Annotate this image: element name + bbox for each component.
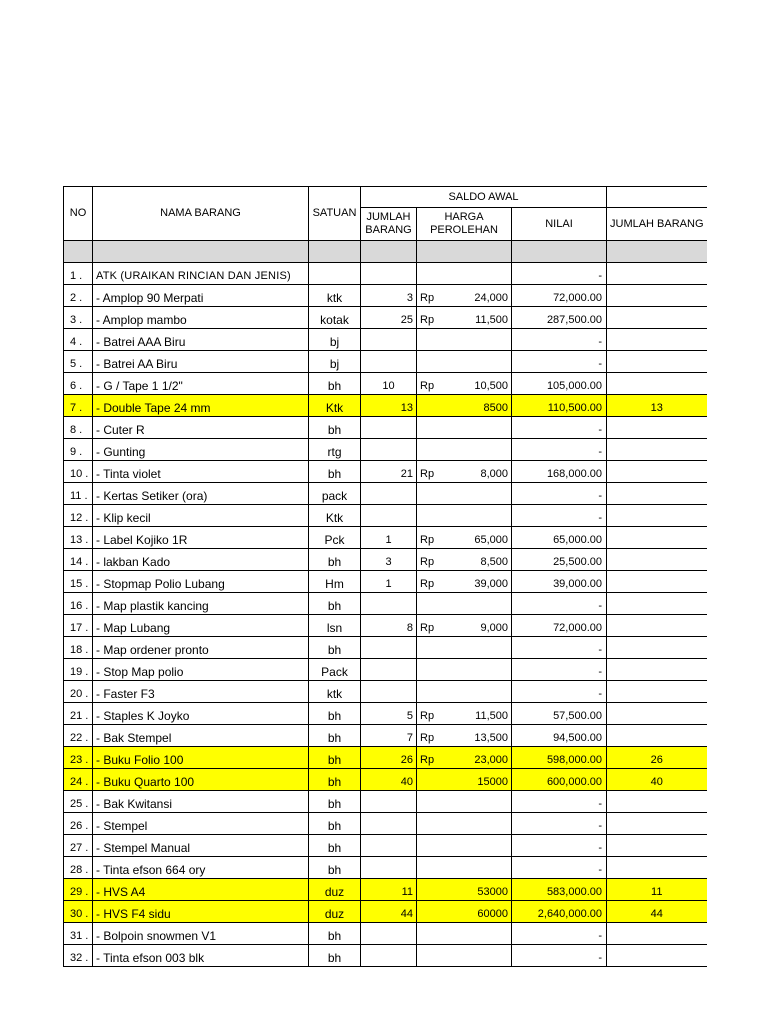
table-row — [64, 703, 707, 725]
price-value: 11,500 — [475, 314, 508, 326]
cell-satuan[interactable]: kotak — [309, 307, 361, 329]
cell-jumlah-barang-2[interactable] — [607, 593, 707, 615]
currency-label: Rp — [420, 468, 435, 480]
cell-satuan[interactable]: bh — [309, 593, 361, 615]
cell-nilai[interactable]: 39,000.00 — [512, 571, 607, 593]
cell-harga-perolehan[interactable] — [417, 505, 512, 527]
cell-jumlah-barang-2[interactable] — [607, 791, 707, 813]
currency-label: Rp — [420, 754, 435, 766]
cell-jumlah-barang[interactable] — [361, 439, 417, 461]
cell-nilai[interactable]: - — [512, 263, 607, 285]
cell-nilai[interactable]: 65,000.00 — [512, 527, 607, 549]
cell-jumlah-barang-2[interactable] — [607, 945, 707, 967]
cell-satuan[interactable]: Ktk — [309, 505, 361, 527]
cell-no[interactable]: 26 . — [64, 813, 93, 835]
cell-nama-barang[interactable]: - lakban Kado — [93, 549, 309, 571]
cell-nama-barang[interactable]: ATK (URAIKAN RINCIAN DAN JENIS) — [93, 263, 309, 285]
cell-nama-barang[interactable]: - Faster F3 — [93, 681, 309, 703]
cell-no[interactable]: 10 . — [64, 461, 93, 483]
cell-satuan[interactable]: Ktk — [309, 395, 361, 417]
cell-no[interactable]: 30 . — [64, 901, 93, 923]
price-value: 9,000 — [480, 622, 508, 634]
cell-no[interactable]: 22 . — [64, 725, 93, 747]
cell-nilai[interactable]: - — [512, 351, 607, 373]
price-value: 8,000 — [480, 468, 508, 480]
cell-jumlah-barang[interactable] — [361, 417, 417, 439]
cell-nilai[interactable]: 105,000.00 — [512, 373, 607, 395]
cell-nilai[interactable]: - — [512, 923, 607, 945]
cell-nilai[interactable]: - — [512, 483, 607, 505]
cell-jumlah-barang[interactable]: 1 — [361, 571, 417, 593]
cell-satuan[interactable]: bj — [309, 329, 361, 351]
cell-no[interactable]: 21 . — [64, 703, 93, 725]
cell-jumlah-barang-2[interactable] — [607, 725, 707, 747]
cell-harga-perolehan[interactable] — [417, 483, 512, 505]
cell-jumlah-barang-2[interactable]: 26 — [607, 747, 707, 769]
cell-satuan[interactable]: duz — [309, 879, 361, 901]
cell-jumlah-barang-2[interactable] — [607, 439, 707, 461]
cell-jumlah-barang-2[interactable] — [607, 307, 707, 329]
cell-harga-perolehan[interactable] — [417, 857, 512, 879]
header-saldo-awal[interactable]: SALDO AWAL — [361, 187, 607, 208]
cell-nilai[interactable]: 2,640,000.00 — [512, 901, 607, 923]
cell-satuan[interactable]: bh — [309, 747, 361, 769]
cell-nama-barang[interactable]: - Staples K Joyko — [93, 703, 309, 725]
cell-no[interactable]: 15 . — [64, 571, 93, 593]
cell-jumlah-barang[interactable]: 3 — [361, 285, 417, 307]
cell-jumlah-barang[interactable] — [361, 945, 417, 967]
cell-satuan[interactable]: bj — [309, 351, 361, 373]
cell-satuan[interactable]: Pack — [309, 659, 361, 681]
table-row — [64, 725, 707, 747]
cell-jumlah-barang[interactable]: 10 — [361, 373, 417, 395]
cell-no[interactable]: 13 . — [64, 527, 93, 549]
cell-satuan[interactable]: bh — [309, 923, 361, 945]
table-row — [64, 527, 707, 549]
cell-jumlah-barang[interactable] — [361, 857, 417, 879]
price-value: 23,000 — [474, 754, 508, 766]
cell-nama-barang[interactable]: - Stop Map polio — [93, 659, 309, 681]
cell-harga-perolehan[interactable] — [417, 593, 512, 615]
cell-jumlah-barang-2[interactable] — [607, 285, 707, 307]
currency-label: Rp — [420, 534, 435, 546]
cell-no[interactable]: 27 . — [64, 835, 93, 857]
cell-no[interactable]: 4 . — [64, 329, 93, 351]
cell-no[interactable]: 6 . — [64, 373, 93, 395]
cell-jumlah-barang[interactable] — [361, 923, 417, 945]
cell-nama-barang[interactable]: - Amplop mambo — [93, 307, 309, 329]
cell-harga-perolehan[interactable] — [417, 571, 512, 593]
cell-harga-perolehan[interactable] — [417, 461, 512, 483]
cell-harga-perolehan[interactable] — [417, 527, 512, 549]
table-row — [64, 439, 707, 461]
cell-satuan[interactable]: lsn — [309, 615, 361, 637]
table-row — [64, 285, 707, 307]
cell-harga-perolehan[interactable] — [417, 263, 512, 285]
cell-nilai[interactable]: 598,000.00 — [512, 747, 607, 769]
cell-jumlah-barang-2[interactable] — [607, 835, 707, 857]
price-value: 60000 — [477, 908, 508, 920]
cell-satuan[interactable]: bh — [309, 945, 361, 967]
table-row — [64, 747, 707, 769]
cell-jumlah-barang[interactable] — [361, 659, 417, 681]
cell-no[interactable]: 3 . — [64, 307, 93, 329]
cell-satuan[interactable]: bh — [309, 549, 361, 571]
cell-jumlah-barang-2[interactable] — [607, 659, 707, 681]
table-body — [64, 241, 707, 967]
cell-jumlah-barang[interactable]: 21 — [361, 461, 417, 483]
cell-nilai[interactable]: - — [512, 791, 607, 813]
cell-jumlah-barang[interactable] — [361, 637, 417, 659]
currency-label: Rp — [420, 622, 435, 634]
cell-no[interactable]: 7 . — [64, 395, 93, 417]
cell-nama-barang[interactable]: - Stempel — [93, 813, 309, 835]
header-jumlah-barang[interactable]: JUMLAH BARANG — [361, 208, 417, 241]
cell-satuan[interactable]: bh — [309, 417, 361, 439]
cell-harga-perolehan[interactable] — [417, 549, 512, 571]
cell-no[interactable]: 2 . — [64, 285, 93, 307]
cell-jumlah-barang[interactable]: 3 — [361, 549, 417, 571]
price-value: 65,000 — [474, 534, 508, 546]
table-row — [64, 395, 707, 417]
cell-harga-perolehan[interactable] — [417, 285, 512, 307]
table-row — [64, 593, 707, 615]
table-row — [64, 615, 707, 637]
cell-nilai[interactable]: 287,500.00 — [512, 307, 607, 329]
cell-jumlah-barang[interactable] — [361, 505, 417, 527]
table-row — [64, 769, 707, 791]
cell-jumlah-barang[interactable]: 1 — [361, 527, 417, 549]
table-row — [64, 417, 707, 439]
cell-no[interactable]: 17 . — [64, 615, 93, 637]
cell-harga-perolehan[interactable] — [417, 307, 512, 329]
cell-jumlah-barang[interactable] — [361, 351, 417, 373]
table-row — [64, 945, 707, 967]
cell-nilai[interactable]: - — [512, 945, 607, 967]
cell-jumlah-barang-2[interactable] — [607, 373, 707, 395]
cell-harga-perolehan[interactable] — [417, 439, 512, 461]
cell-nama-barang[interactable]: - Stopmap Polio Lubang — [93, 571, 309, 593]
cell-nama-barang[interactable]: - Bak Kwitansi — [93, 791, 309, 813]
cell-nilai[interactable]: - — [512, 505, 607, 527]
cell-nama-barang[interactable]: - HVS A4 — [93, 879, 309, 901]
cell-harga-perolehan[interactable] — [417, 813, 512, 835]
cell-nama-barang[interactable]: - Stempel Manual — [93, 835, 309, 857]
cell-nama-barang[interactable]: - Batrei AA Biru — [93, 351, 309, 373]
cell-jumlah-barang[interactable] — [361, 681, 417, 703]
price-value: 39,000 — [474, 578, 508, 590]
cell-nilai[interactable]: 110,500.00 — [512, 395, 607, 417]
cell-harga-perolehan[interactable] — [417, 329, 512, 351]
cell-satuan[interactable]: ktk — [309, 285, 361, 307]
cell-harga-perolehan[interactable] — [417, 417, 512, 439]
cell-jumlah-barang[interactable] — [361, 329, 417, 351]
cell-nilai[interactable]: - — [512, 835, 607, 857]
cell-nama-barang[interactable]: - Bolpoin snowmen V1 — [93, 923, 309, 945]
header-satuan[interactable]: SATUAN — [309, 187, 361, 241]
table-row — [64, 923, 707, 945]
cell-nama-barang[interactable]: - Map ordener pronto — [93, 637, 309, 659]
cell-jumlah-barang-2[interactable] — [607, 571, 707, 593]
header-no[interactable]: NO — [64, 187, 93, 241]
cell-nama-barang[interactable]: - Double Tape 24 mm — [93, 395, 309, 417]
table-row — [64, 571, 707, 593]
cell-harga-perolehan[interactable] — [417, 835, 512, 857]
cell-harga-perolehan[interactable] — [417, 945, 512, 967]
cell-jumlah-barang[interactable]: 13 — [361, 395, 417, 417]
cell-nama-barang[interactable]: - Kertas Setiker (ora) — [93, 483, 309, 505]
cell-nama-barang[interactable]: - Amplop 90 Merpati — [93, 285, 309, 307]
cell-nama-barang[interactable]: - Tinta efson 003 blk — [93, 945, 309, 967]
cell-no[interactable]: 28 . — [64, 857, 93, 879]
cell-jumlah-barang-2[interactable] — [607, 351, 707, 373]
cell-nama-barang[interactable]: - Klip kecil — [93, 505, 309, 527]
cell-nilai[interactable]: - — [512, 857, 607, 879]
cell-jumlah-barang-2[interactable]: 44 — [607, 901, 707, 923]
cell-satuan[interactable]: rtg — [309, 439, 361, 461]
cell-satuan[interactable]: bh — [309, 461, 361, 483]
currency-label: Rp — [420, 578, 435, 590]
cell-no[interactable]: 25 . — [64, 791, 93, 813]
cell-jumlah-barang-2[interactable] — [607, 637, 707, 659]
cell-no[interactable]: 19 . — [64, 659, 93, 681]
cell-satuan[interactable]: bh — [309, 725, 361, 747]
cell-jumlah-barang-2[interactable] — [607, 263, 707, 285]
cell-jumlah-barang[interactable] — [361, 791, 417, 813]
table-row — [64, 813, 707, 835]
cell-satuan[interactable]: duz — [309, 901, 361, 923]
table-row — [64, 505, 707, 527]
cell-no[interactable]: 18 . — [64, 637, 93, 659]
table-row — [64, 373, 707, 395]
cell-nilai[interactable]: - — [512, 329, 607, 351]
table-row — [64, 329, 707, 351]
cell-harga-perolehan[interactable] — [417, 395, 512, 417]
cell-no[interactable]: 20 . — [64, 681, 93, 703]
cell-harga-perolehan[interactable] — [417, 615, 512, 637]
cell-jumlah-barang[interactable] — [361, 835, 417, 857]
cell-jumlah-barang-2[interactable]: 40 — [607, 769, 707, 791]
cell-jumlah-barang-2[interactable] — [607, 549, 707, 571]
cell-nilai[interactable]: 57,500.00 — [512, 703, 607, 725]
cell-nilai[interactable]: 168,000.00 — [512, 461, 607, 483]
cell-jumlah-barang[interactable]: 40 — [361, 769, 417, 791]
cell-harga-perolehan[interactable] — [417, 901, 512, 923]
cell-jumlah-barang-2[interactable] — [607, 329, 707, 351]
table-row — [64, 637, 707, 659]
cell-nama-barang[interactable]: - Label Kojiko 1R — [93, 527, 309, 549]
cell-jumlah-barang[interactable]: 11 — [361, 879, 417, 901]
cell-nama-barang[interactable]: - HVS F4 sidu — [93, 901, 309, 923]
cell-jumlah-barang-2[interactable] — [607, 417, 707, 439]
cell-harga-perolehan[interactable] — [417, 703, 512, 725]
table-row — [64, 791, 707, 813]
grey-spacer-row — [64, 241, 707, 263]
cell-jumlah-barang[interactable]: 26 — [361, 747, 417, 769]
table-row — [64, 835, 707, 857]
cell-no[interactable]: 16 . — [64, 593, 93, 615]
cell-harga-perolehan[interactable] — [417, 769, 512, 791]
cell-jumlah-barang-2[interactable] — [607, 923, 707, 945]
cell-no[interactable]: 31 . — [64, 923, 93, 945]
table-row — [64, 879, 707, 901]
cell-harga-perolehan[interactable] — [417, 373, 512, 395]
cell-harga-perolehan[interactable] — [417, 923, 512, 945]
cell-nama-barang[interactable]: - Tinta violet — [93, 461, 309, 483]
cell-satuan[interactable]: Hm — [309, 571, 361, 593]
table-row — [64, 461, 707, 483]
cell-satuan[interactable]: bh — [309, 835, 361, 857]
cell-no[interactable]: 14 . — [64, 549, 93, 571]
price-value: 8,500 — [480, 556, 508, 568]
price-value: 13,500 — [474, 732, 508, 744]
table-row — [64, 681, 707, 703]
cell-jumlah-barang[interactable] — [361, 483, 417, 505]
cell-jumlah-barang[interactable]: 44 — [361, 901, 417, 923]
cell-harga-perolehan[interactable] — [417, 351, 512, 373]
cell-jumlah-barang[interactable] — [361, 263, 417, 285]
cell-satuan[interactable]: bh — [309, 769, 361, 791]
cell-nama-barang[interactable]: - Map plastik kancing — [93, 593, 309, 615]
table-row — [64, 483, 707, 505]
cell-nama-barang[interactable]: - G / Tape 1 1/2" — [93, 373, 309, 395]
table-row — [64, 659, 707, 681]
table-row — [64, 549, 707, 571]
cell-satuan[interactable]: ktk — [309, 681, 361, 703]
cell-jumlah-barang-2[interactable] — [607, 505, 707, 527]
cell-jumlah-barang-2[interactable] — [607, 483, 707, 505]
cell-satuan[interactable]: bh — [309, 703, 361, 725]
cell-no[interactable]: 12 . — [64, 505, 93, 527]
cell-nilai[interactable]: 72,000.00 — [512, 285, 607, 307]
cell-jumlah-barang[interactable]: 8 — [361, 615, 417, 637]
cell-satuan[interactable]: bh — [309, 791, 361, 813]
header-harga-perolehan[interactable]: HARGA PEROLEHAN — [417, 208, 512, 241]
cell-no[interactable]: 5 . — [64, 351, 93, 373]
header-nama-barang[interactable]: NAMA BARANG — [93, 187, 309, 241]
inventory-table — [63, 186, 707, 967]
cell-jumlah-barang-2[interactable] — [607, 461, 707, 483]
cell-satuan[interactable] — [309, 263, 361, 285]
cell-nilai[interactable]: - — [512, 593, 607, 615]
cell-nama-barang[interactable]: - Bak Stempel — [93, 725, 309, 747]
table-row — [64, 901, 707, 923]
cell-nama-barang[interactable]: - Buku Quarto 100 — [93, 769, 309, 791]
cell-harga-perolehan[interactable] — [417, 659, 512, 681]
cell-nilai[interactable]: - — [512, 681, 607, 703]
cell-nilai[interactable]: - — [512, 659, 607, 681]
cell-nilai[interactable]: 583,000.00 — [512, 879, 607, 901]
cell-jumlah-barang-2[interactable] — [607, 813, 707, 835]
cell-harga-perolehan[interactable] — [417, 637, 512, 659]
cell-no[interactable]: 24 . — [64, 769, 93, 791]
cell-jumlah-barang[interactable]: 7 — [361, 725, 417, 747]
table-row — [64, 307, 707, 329]
cell-satuan[interactable]: Pck — [309, 527, 361, 549]
cell-satuan[interactable]: bh — [309, 813, 361, 835]
price-value: 53000 — [477, 886, 508, 898]
cell-nama-barang[interactable]: - Cuter R — [93, 417, 309, 439]
table-row — [64, 857, 707, 879]
table-row — [64, 351, 707, 373]
currency-label: Rp — [420, 314, 435, 326]
cell-jumlah-barang-2[interactable] — [607, 857, 707, 879]
cell-harga-perolehan[interactable] — [417, 681, 512, 703]
cell-no[interactable]: 1 . — [64, 263, 93, 285]
currency-label: Rp — [420, 380, 435, 392]
cell-nilai[interactable]: - — [512, 813, 607, 835]
cell-nama-barang[interactable]: - Buku Folio 100 — [93, 747, 309, 769]
cell-jumlah-barang-2[interactable] — [607, 615, 707, 637]
currency-label: Rp — [420, 732, 435, 744]
cell-no[interactable]: 9 . — [64, 439, 93, 461]
currency-label: Rp — [420, 292, 435, 304]
cell-nama-barang[interactable]: - Batrei AAA Biru — [93, 329, 309, 351]
price-value: 10,500 — [474, 380, 508, 392]
cell-harga-perolehan[interactable] — [417, 747, 512, 769]
table-header — [64, 187, 707, 241]
header-jumlah-barang-2[interactable]: JUMLAH BARANG — [607, 208, 707, 241]
cell-no[interactable]: 29 . — [64, 879, 93, 901]
cell-satuan[interactable]: pack — [309, 483, 361, 505]
cell-harga-perolehan[interactable] — [417, 725, 512, 747]
price-value: 8500 — [483, 402, 508, 414]
cell-jumlah-barang-2[interactable]: 13 — [607, 395, 707, 417]
cell-harga-perolehan[interactable] — [417, 791, 512, 813]
price-value: 11,500 — [475, 710, 508, 722]
cell-satuan[interactable]: bh — [309, 857, 361, 879]
header-blank[interactable] — [607, 187, 707, 208]
header-nilai[interactable]: NILAI — [512, 208, 607, 241]
cell-jumlah-barang[interactable] — [361, 813, 417, 835]
cell-nilai[interactable]: - — [512, 637, 607, 659]
cell-nama-barang[interactable]: - Map Lubang — [93, 615, 309, 637]
price-value: 15000 — [477, 776, 508, 788]
table-row — [64, 263, 707, 285]
currency-label: Rp — [420, 556, 435, 568]
cell-no[interactable]: 32 . — [64, 945, 93, 967]
cell-jumlah-barang[interactable]: 25 — [361, 307, 417, 329]
cell-nilai[interactable]: - — [512, 417, 607, 439]
cell-nilai[interactable]: 25,500.00 — [512, 549, 607, 571]
cell-satuan[interactable]: bh — [309, 637, 361, 659]
cell-jumlah-barang[interactable] — [361, 593, 417, 615]
cell-harga-perolehan[interactable] — [417, 879, 512, 901]
cell-jumlah-barang-2[interactable] — [607, 681, 707, 703]
currency-label: Rp — [420, 710, 435, 722]
cell-jumlah-barang[interactable]: 5 — [361, 703, 417, 725]
cell-nilai[interactable]: - — [512, 439, 607, 461]
cell-no[interactable]: 23 . — [64, 747, 93, 769]
cell-nama-barang[interactable]: - Gunting — [93, 439, 309, 461]
cell-nilai[interactable]: 72,000.00 — [512, 615, 607, 637]
cell-jumlah-barang-2[interactable]: 11 — [607, 879, 707, 901]
cell-nilai[interactable]: 94,500.00 — [512, 725, 607, 747]
inventory-spreadsheet — [63, 186, 707, 967]
cell-jumlah-barang-2[interactable] — [607, 703, 707, 725]
cell-no[interactable]: 8 . — [64, 417, 93, 439]
cell-nilai[interactable]: 600,000.00 — [512, 769, 607, 791]
cell-no[interactable]: 11 . — [64, 483, 93, 505]
cell-jumlah-barang-2[interactable] — [607, 527, 707, 549]
price-value: 24,000 — [474, 292, 508, 304]
cell-satuan[interactable]: bh — [309, 373, 361, 395]
cell-nama-barang[interactable]: - Tinta efson 664 ory — [93, 857, 309, 879]
